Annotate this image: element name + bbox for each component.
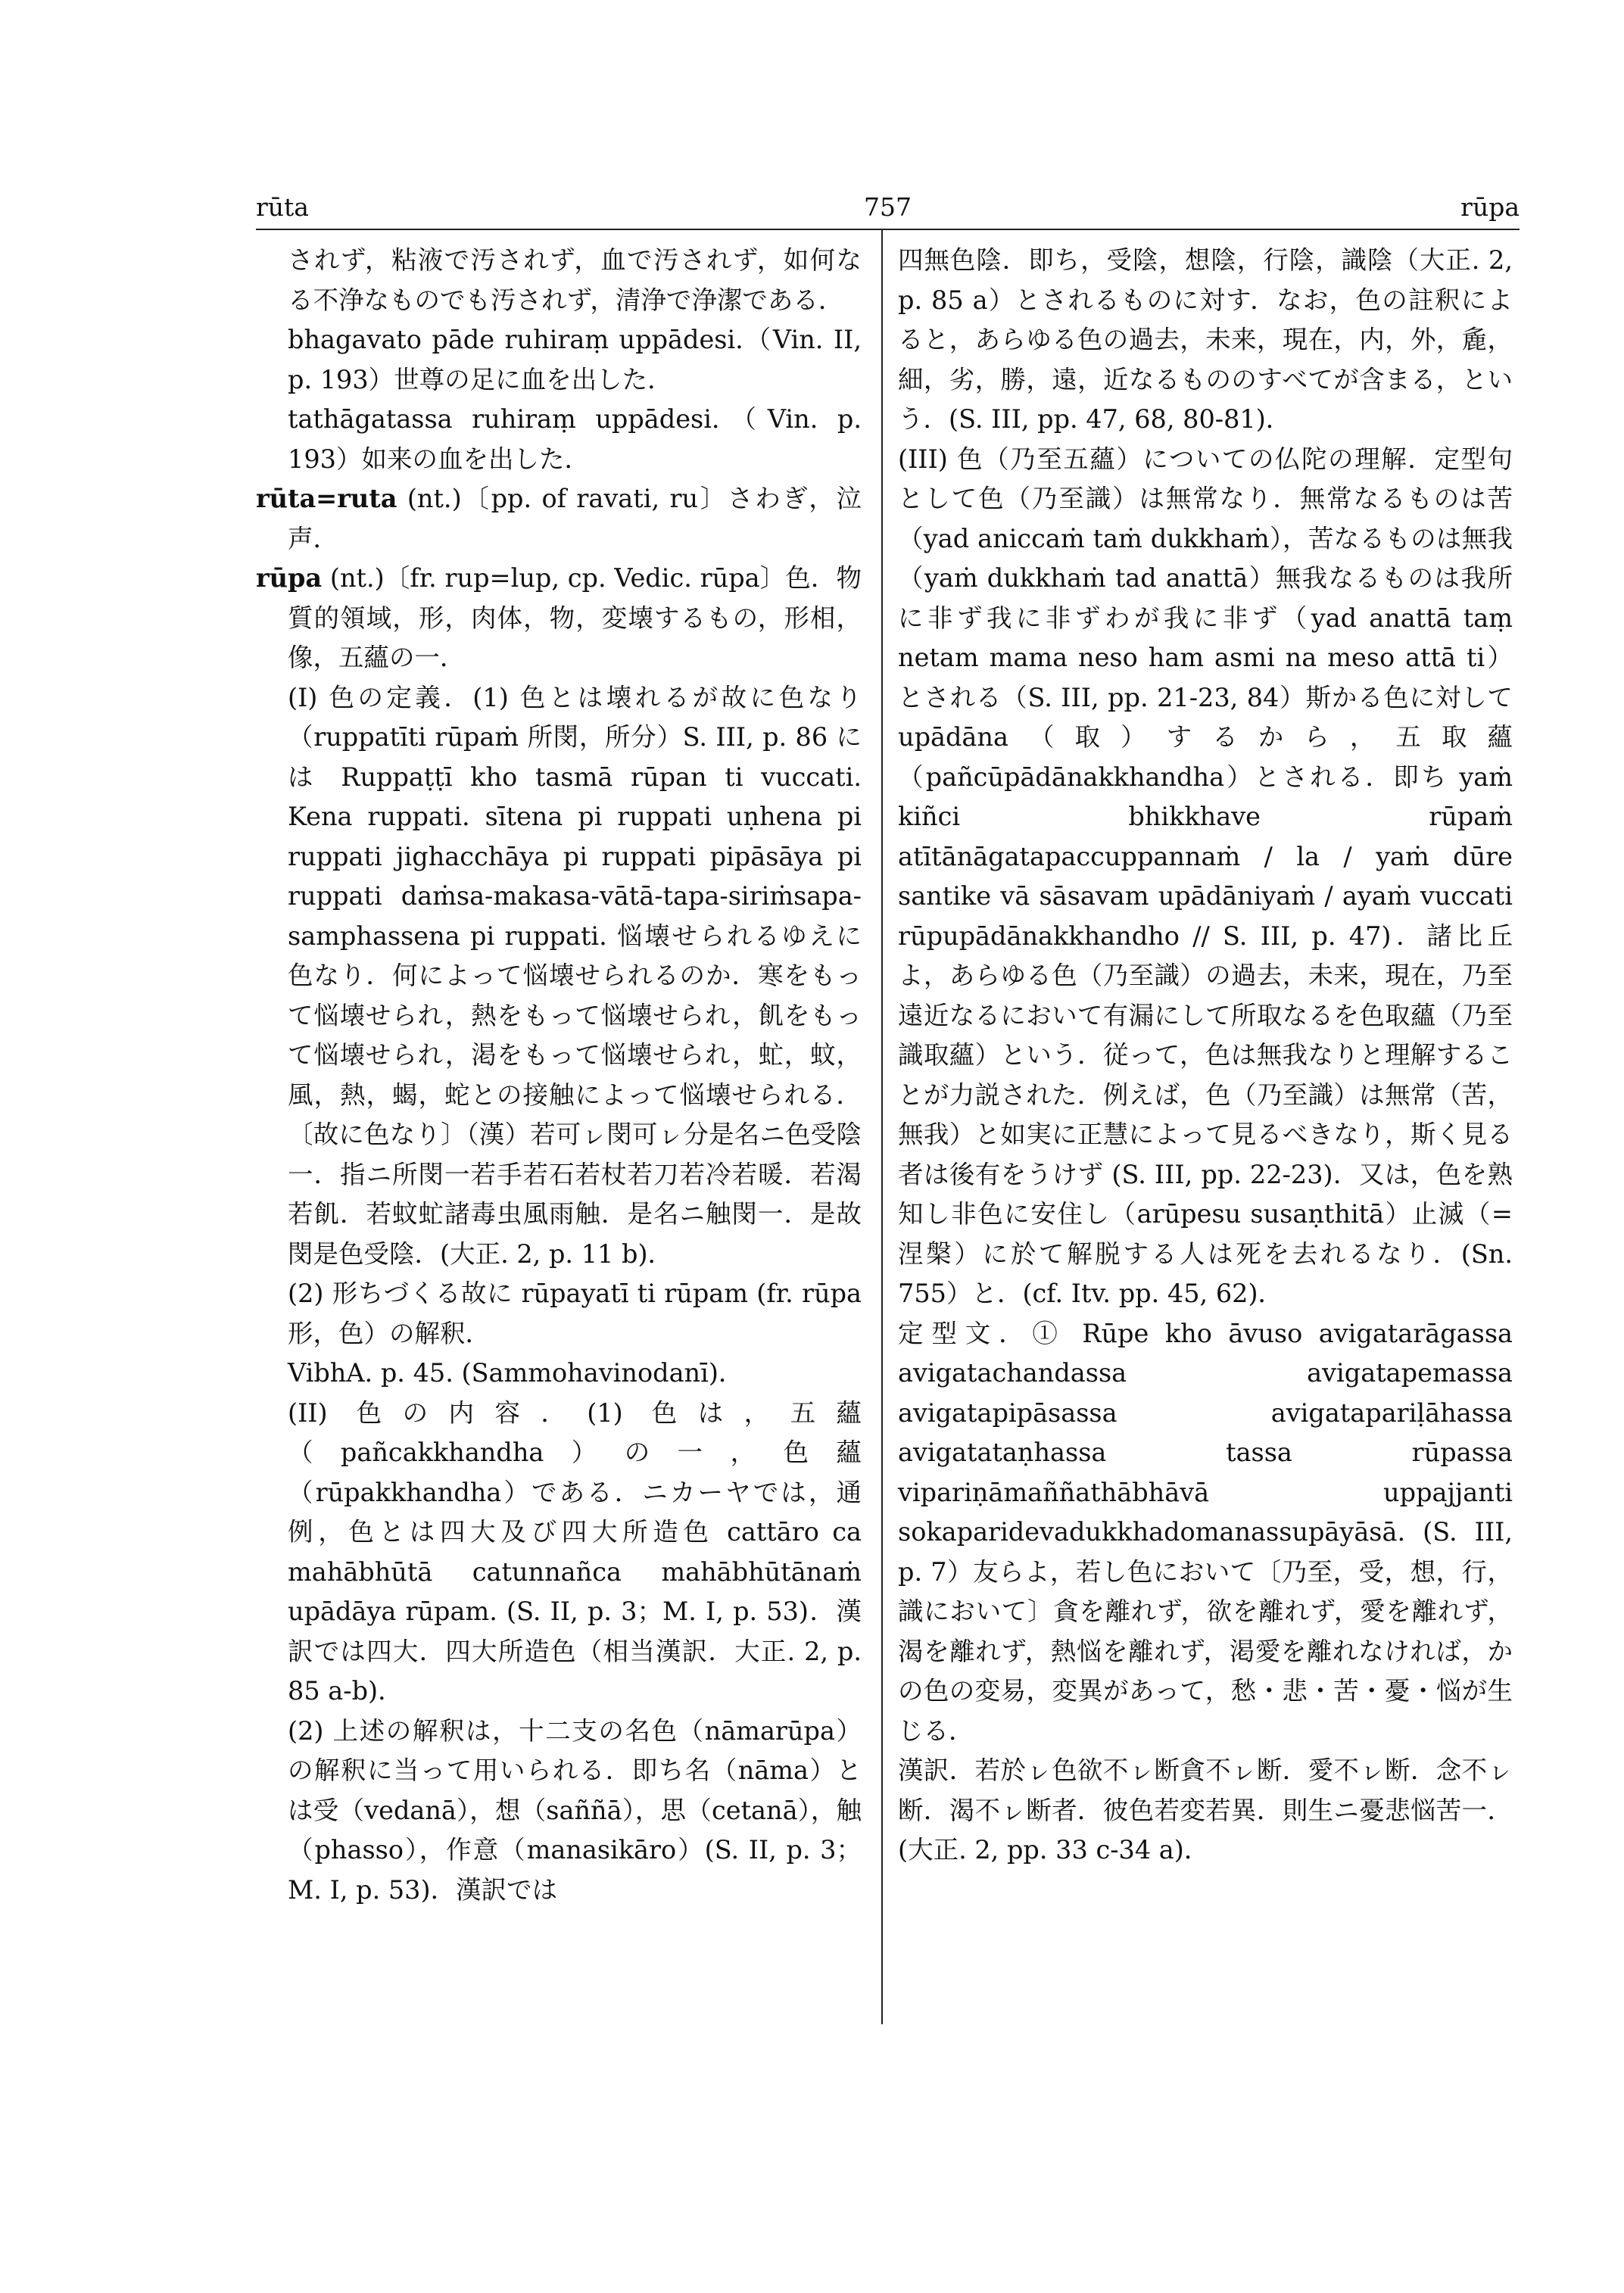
headword: rūta=ruta: [256, 484, 397, 513]
paragraph: VibhA. p. 45. (Sammohavinodanī)．: [288, 1358, 744, 1388]
column-divider: [881, 230, 883, 2024]
paragraph: 四無色陰．即ち，受陰，想陰，行陰，識陰（大正. 2, p. 85 a）とされるものに対す．なお，色の註釈によると，あらゆる色の過去，未来，現在，内，外，麁，細，劣，勝，遠，近なるもののすべてが含まる，という．(S. III, pp. 47, 68, 80-81)．: [898, 245, 1513, 434]
header-right-guideword: rūpa: [1460, 192, 1520, 222]
paragraph: (2) 上述の解釈は，十二支の名色（nāmarūpa）の解釈に当って用いられる．即ち名（nāma）とは受（vedanā），想（saññā），思（cetanā），触（phasso），作意（manasikāro）(S. II, p. 3；M. I, p. 53)．漢訳では: [288, 1715, 862, 1905]
paragraph: 漢訳．若於ㇾ色欲不ㇾ断貪不ㇾ断．愛不ㇾ断．念不ㇾ断．渴不ㇾ断者．彼色若変若異．則生ニ憂悲悩苦一．(大正. 2, pp. 33 c-34 a)．: [898, 1756, 1513, 1865]
header-left-guideword: rūta: [256, 192, 309, 222]
left-column: [256, 241, 862, 1910]
paragraph: tathāgatassa ruhiraṃ uppādesi.（Vin. p. 193）如来の血を出した．: [288, 404, 862, 474]
paragraph: (II) 色の内容．(1) 色は，五蘊（pañcakkhandha）の一，色蘊（rūpakkhandha）である．ニカーヤでは，通例，色とは四大及び四大所造色 cattāro ca mahābhūtā catunnañca mahābhūtānaṁ upādāya rūpam. (S. II, p. 3；M. I, p. 53)．漢訳では四大．四大所造色（相当漢訳．大正. 2, p. 85 a-b)．: [288, 1397, 862, 1706]
running-header: [256, 192, 1520, 223]
paragraph: されず，粘液で汚されず，血で汚されず，如何なる不浄なものでも汚されず，清浄で浄潔である．: [288, 245, 862, 315]
entry-text: (nt.)〔fr. rup=lup, cp. Vedic. rūpa〕色．物質的領域，形，肉体，物，変壊するもの，形相，像，五蘊の一．: [288, 563, 862, 672]
paragraph: 定型文．① Rūpe kho āvuso avigatarāgassa avigatachandassa avigatapemassa avigatapipāsassa avigatapariḷāhassa avigatataṇhassa tassa rūpassa vipariṇāmaññathābhāvā uppajjanti sokaparidevadukkhadomanassupāyāsā. (S. III, p. 7）友らよ，若し色において〔乃至，受，想，行，識において〕貪を離れず，欲を離れず，愛を離れず，渴を離れず，熱悩を離れず，渇愛を離れなければ，かの色の変易，変異があって，愁・悲・苦・憂・悩が生じる．: [898, 1318, 1513, 1746]
headword: rūpa: [256, 563, 323, 593]
entry-text: (nt.)〔pp. of ravati, ru〕さわぎ，泣声．: [288, 484, 862, 553]
page-number: 757: [864, 192, 912, 222]
right-column: [898, 241, 1513, 1871]
entry-ruta: [256, 479, 862, 559]
entry-rupa: [256, 559, 862, 678]
paragraph: bhagavato pāde ruhiraṃ uppādesi.（Vin. II, p. 193）世尊の足に血を出した．: [288, 325, 862, 394]
paragraph: (2) 形ちづくる故に rūpayatī ti rūpam (fr. rūpa 形，色）の解釈．: [288, 1279, 862, 1348]
header-rule: [256, 229, 1520, 230]
paragraph: (I) 色の定義．(1) 色とは壊れるが故に色なり（ruppatīti rūpaṁ 所閔，所分）S. III, p. 86 には Ruppaṭṭī kho tasmā rūpan ti vuccati. Kena ruppati. sītena pi ruppati uṇhena pi ruppati jighacchāya pi ruppati pipāsāya pi ruppati daṁsa-makasa-vātā-tapa-siriṁsapa-samphassena pi ruppati. 悩壊せられるゆえに色なり．何によって悩壊せられるのか．寒をもって悩壊せられ，熱をもって悩壊せられ，飢をもって悩壊せられ，渇をもって悩壊せられ，虻，蚊，風，熱，蝎，蛇との接触によって悩壊せられる．〔故に色なり〕（漢）若可ㇾ閔可ㇾ分是名ニ色受陰一．指ニ所閔一若手若石若杖若刀若冷若暖．若渴若飢．若蚊虻諸毒虫風雨触．是名ニ触閔一．是故閔是色受陰．(大正. 2, p. 11 b)．: [288, 682, 862, 1269]
paragraph: (III) 色（乃至五蘊）についての仏陀の理解．定型句として色（乃至識）は無常なり．無常なるものは苦（yad aniccaṁ taṁ dukkhaṁ），苦なるものは無我（yaṁ dukkhaṁ tad anattā）無我なるものは我所に非ず我に非ずわが我に非ず（yad anattā taṃ netam mama neso ham asmi na meso attā ti）とされる（S. III, pp. 21-23, 84）斯かる色に対して upādāna（取）するから，五取蘊（pañcūpādānakkhandha）とされる．即ち yaṁ kiñci bhikkhave rūpaṁ atītānāgatapaccuppannaṁ / la / yaṁ dūre santike vā sāsavam upādāniyaṁ / ayaṁ vuccati rūpupādānakkhandho // S. III, p. 47)．諸比丘よ，あらゆる色（乃至識）の過去，未来，現在，乃至遠近なるにおいて有漏にして所取なるを色取蘊（乃至識取蘊）という．従って，色は無我なりと理解することが力説された．例えば，色（乃至識）は無常（苦，無我）と如実に正慧によって見るべきなり，斯く見る者は後有をうけず (S. III, pp. 22-23)．又は，色を熟知し非色に安住し（arūpesu susaṇthitā）止滅（=涅槃）に於て解脱する人は死を去れるなり．(Sn. 755）と．(cf. Itv. pp. 45, 62)．: [898, 444, 1513, 1308]
